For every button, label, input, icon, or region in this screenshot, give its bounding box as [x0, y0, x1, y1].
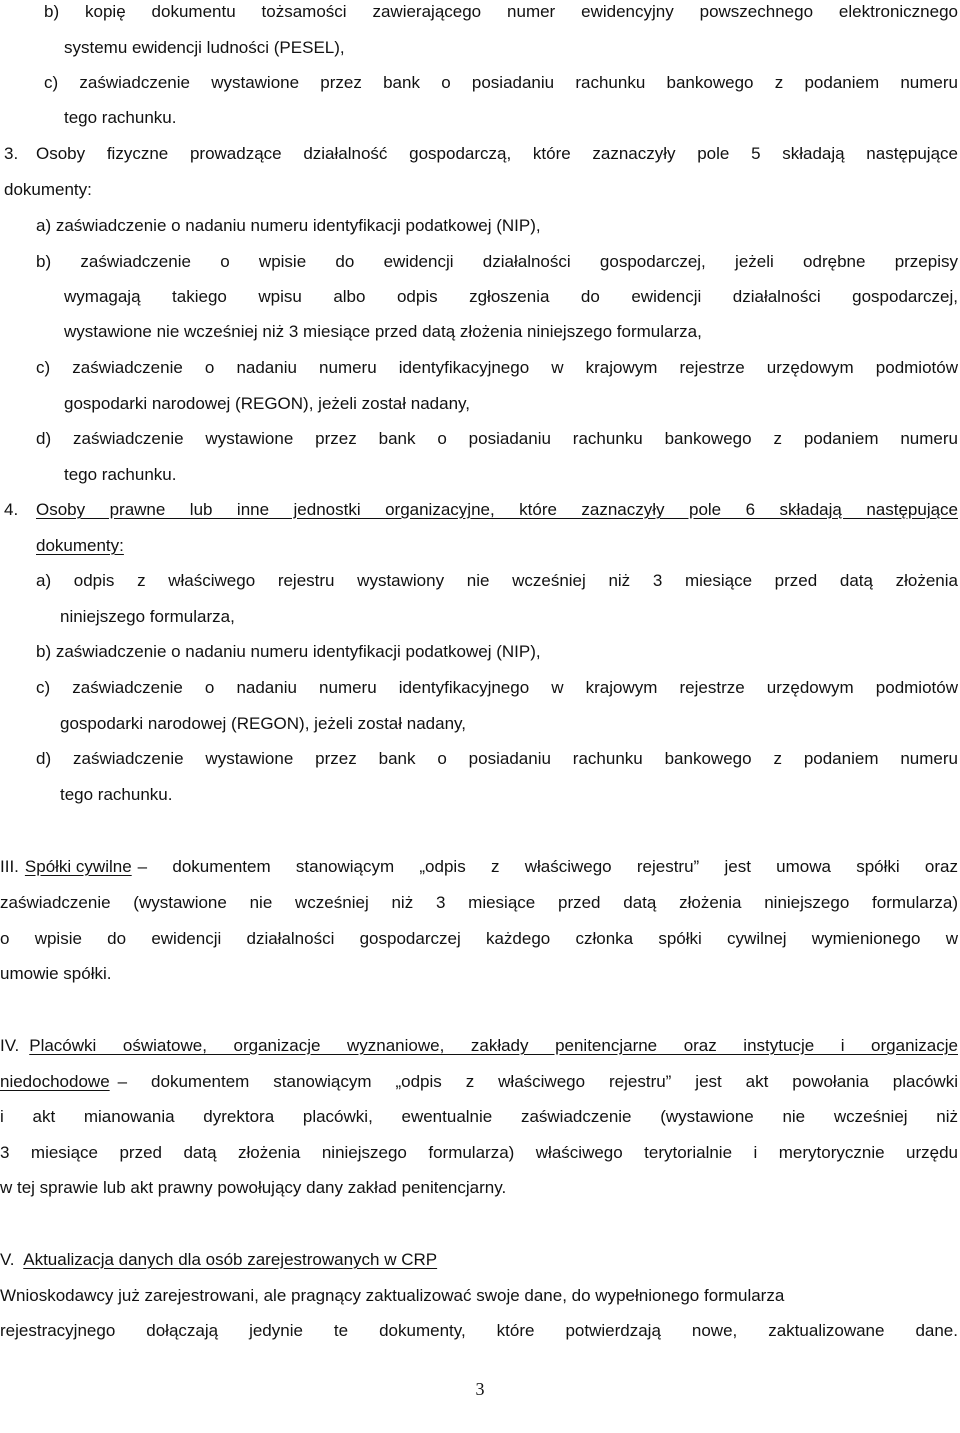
section-4-number: IV.	[0, 1036, 20, 1055]
section-4-line-2-rest: – dokumentem stanowiącym „odpis z właściwego rejestru” jest akt powołania placówki	[117, 1072, 958, 1091]
section-4-line-2	[0, 1071, 958, 1093]
section-3-title: Spółki cywilne	[24, 857, 132, 876]
item-2b-line-2: systemu ewidencji ludności (PESEL),	[64, 38, 345, 57]
item-3d-line-1: d) zaświadczenie wystawione przez bank o posiadaniu rachunku bankowego z podaniem numeru	[36, 429, 958, 448]
item-4-number: 4.	[4, 500, 19, 519]
item-2c-line-1: c) zaświadczenie wystawione przez bank o posiadaniu rachunku bankowego z podaniem numeru	[44, 73, 958, 92]
item-2b-line-1: b) kopię dokumentu tożsamości zawierającego numer ewidencyjny powszechnego elektronicznego	[44, 2, 958, 21]
section-5-number: V.	[0, 1250, 15, 1269]
section-3-line-4: umowie spółki.	[0, 964, 112, 983]
section-5-line-1: Wnioskodawcy już zarejestrowani, ale pragnący zaktualizować swoje dane, do wypełnionego formularza	[0, 1286, 785, 1305]
section-4-line-1	[0, 1035, 958, 1057]
section-3-line-3: o wpisie do ewidencji działalności gospodarczej każdego członka spółki cywilnej wymienionego w	[0, 929, 958, 948]
item-4c-line-2: gospodarki narodowej (REGON), jeżeli został nadany,	[60, 714, 466, 733]
item-3a: a) zaświadczenie o nadaniu numeru identyfikacji podatkowej (NIP),	[36, 216, 541, 235]
item-3c-line-2: gospodarki narodowej (REGON), jeżeli został nadany,	[64, 394, 470, 413]
item-4d-line-1: d) zaświadczenie wystawione przez bank o posiadaniu rachunku bankowego z podaniem numeru	[36, 749, 958, 768]
item-4d-line-2: tego rachunku.	[60, 785, 173, 804]
section-3-line-1-rest: – dokumentem stanowiącym „odpis z właściwego rejestru” jest umowa spółki oraz	[137, 857, 958, 876]
item-4-heading-line-1: Osoby prawne lub inne jednostki organizacyjne, które zaznaczyły pole 6 składają następujące	[36, 500, 958, 519]
item-2c-line-2: tego rachunku.	[64, 108, 177, 127]
section-4-title-line-1: Placówki oświatowe, organizacje wyznaniowe, zakłady penitencjarne oraz instytucje i organizacje	[29, 1036, 958, 1055]
section-3-line-1	[0, 856, 958, 878]
item-4b: b) zaświadczenie o nadaniu numeru identyfikacji podatkowej (NIP),	[36, 642, 541, 661]
item-3-heading-line-1: Osoby fizyczne prowadzące działalność gospodarczą, które zaznaczyły pole 5 składają następujące	[36, 144, 958, 163]
section-4-line-4: 3 miesiące przed datą złożenia niniejszego formularza) właściwego terytorialnie i merytorycznie urzędu	[0, 1143, 958, 1162]
item-4-heading-line-2: dokumenty:	[36, 536, 124, 555]
section-4-line-5: w tej sprawie lub akt prawny powołujący dany zakład penitencjarny.	[0, 1178, 507, 1197]
item-3d-line-2: tego rachunku.	[64, 465, 177, 484]
item-3c-line-1: c) zaświadczenie o nadaniu numeru identyfikacyjnego w krajowym rejestrze urzędowym podmiotów	[36, 358, 958, 377]
item-4a-line-1: a) odpis z właściwego rejestru wystawiony nie wcześniej niż 3 miesiące przed datą złożenia	[36, 571, 958, 590]
item-4a-line-2: niniejszego formularza,	[60, 607, 235, 626]
item-4c-line-1: c) zaświadczenie o nadaniu numeru identyfikacyjnego w krajowym rejestrze urzędowym podmiotów	[36, 678, 958, 697]
section-4-line-3: i akt mianowania dyrektora placówki, ewentualnie zaświadczenie (wystawione nie wcześniej niż	[0, 1107, 958, 1126]
item-3-heading-line-2: dokumenty:	[4, 180, 92, 199]
section-3-number: III.	[0, 857, 19, 876]
item-3-number: 3.	[4, 144, 19, 163]
item-3b-line-3: wystawione nie wcześniej niż 3 miesiące przed datą złożenia niniejszego formularza,	[64, 322, 702, 341]
item-3b-line-1: b) zaświadczenie o wpisie do ewidencji działalności gospodarczej, jeżeli odrębne przepisy	[36, 252, 958, 271]
section-5-line-2: rejestracyjnego dołączają jedynie te dokumenty, które potwierdzają nowe, zaktualizowane dane.	[0, 1321, 958, 1340]
item-3b-line-2: wymagają takiego wpisu albo odpis zgłoszenia do ewidencji działalności gospodarczej,	[64, 287, 958, 306]
section-4-title-line-2: niedochodowe	[0, 1072, 110, 1091]
section-3-line-2: zaświadczenie (wystawione nie wcześniej niż 3 miesiące przed datą złożenia niniejszego formularza)	[0, 893, 958, 912]
page-number: 3	[475, 1379, 485, 1399]
section-5-title: Aktualizacja danych dla osób zarejestrowanych w CRP	[23, 1250, 438, 1269]
section-5-heading	[0, 1249, 437, 1271]
